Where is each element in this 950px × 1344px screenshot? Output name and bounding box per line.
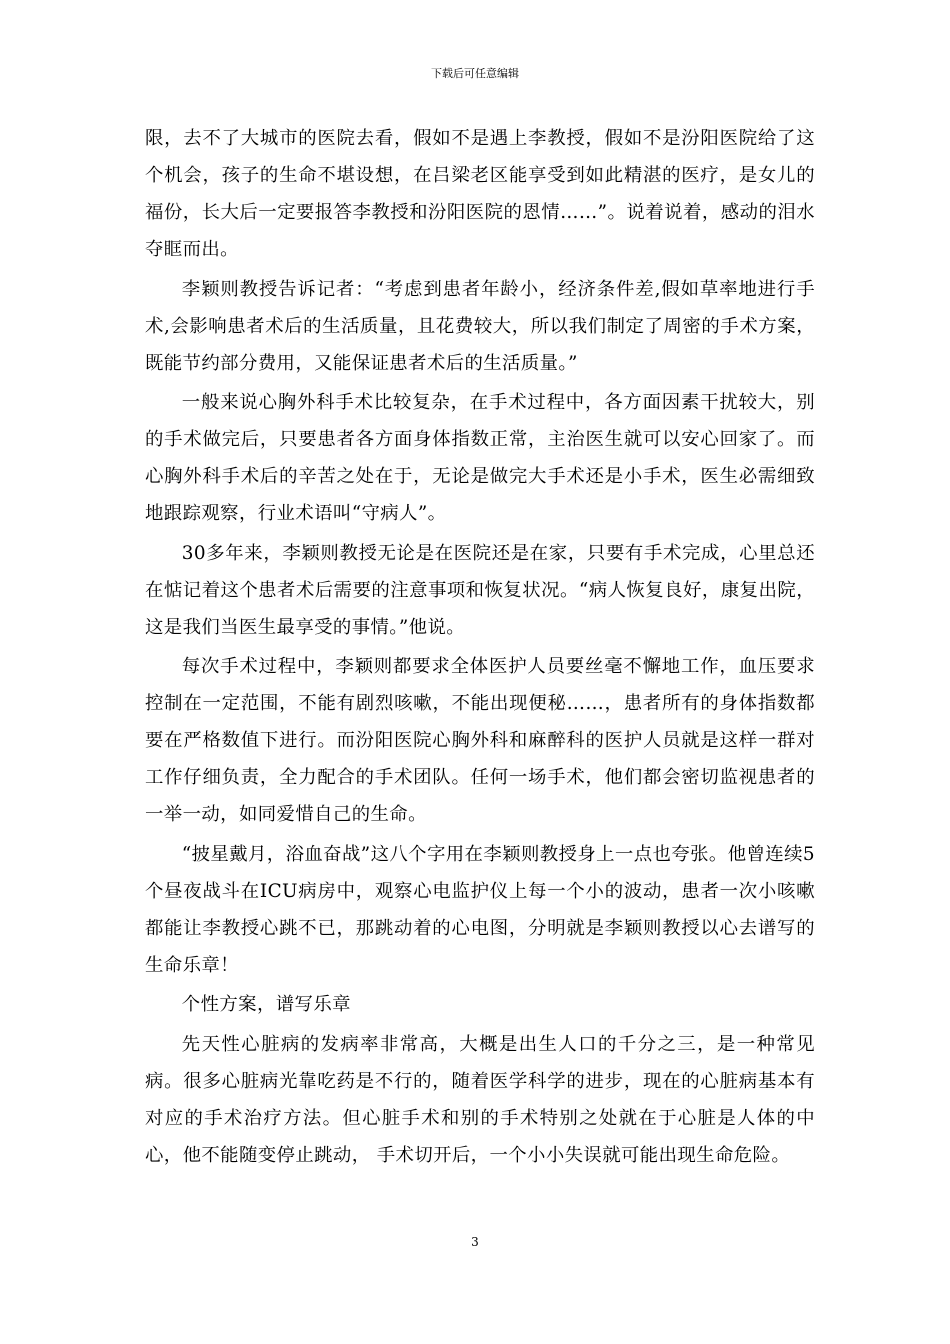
paragraph-dedication: “披星戴月，浴血奋战”这八个字用在李颖则教授身上一点也夸张。他曾连续5个昼夜战斗在ICU病房中，观察心电监护仪上每一个小的波动，患者一次小咳嗽都能让李教授心跳不已，那跳动着的心电图，分明就是李颖则教授以心去谱写的生命乐章！ bbox=[145, 843, 815, 976]
page-number: 3 bbox=[471, 1235, 479, 1249]
section-heading: 个性方案，谱写乐章 bbox=[181, 994, 351, 1015]
paragraph-surgery-complexity: 一般来说心胸外科手术比较复杂，在手术过程中，各方面因素干扰较大，别的手术做完后，只要患者各方面身体指数正常，主治医生就可以安心回家了。而心胸外科手术后的辛苦之处在于，无论是做完大手术还是小手术，医生必需细致地跟踪观察，行业术语叫“守病人”。 bbox=[145, 392, 815, 524]
page-header: 下载后可任意编辑 bbox=[431, 67, 519, 80]
paragraph-surgery-process: 每次手术过程中，李颖则都要求全体医护人员要丝毫不懈地工作，血压要求控制在一定范围，不能有剧烈咳嗽，不能出现便秘……，患者所有的身体指数都要在严格数值下进行。而汾阳医院心胸外科和麻醉科的医护人员就是这样一群对工作仔细负责，全力配合的手术团队。任何一场手术，他们都会密切监视患者的一举一动，如同爱惜自己的生命。 bbox=[145, 656, 815, 825]
paragraph-thirty-years: 30多年来，李颖则教授无论是在医院还是在家，只要有手术完成，心里总还在惦记着这个患者术后需要的注意事项和恢复状况。“病人恢复良好，康复出院，这是我们当医生最享受的事情。”他说。 bbox=[145, 542, 815, 638]
document-body bbox=[145, 120, 815, 1176]
paragraph-professor-quote: 李颖则教授告诉记者：“考虑到患者年龄小，经济条件差,假如草率地进行手术,会影响患者术后的生活质量，且花费较大，所以我们制定了周密的手术方案，既能节约部分费用，又能保证患者术后的生活质量。” bbox=[145, 278, 815, 374]
paragraph-congenital-heart: 先天性心脏病的发病率非常高，大概是出生人口的千分之三，是一种常见病。很多心脏病光靠吃药是不行的，随着医学科学的进步，现在的心脏病基本有对应的手术治疗方法。但心脏手术和别的手术特别之处就在于心脏是人体的中心，他不能随变停止跳动， 手术切开后，一个小小失误就可能出现生命危险。 bbox=[145, 1033, 815, 1166]
paragraph-continuation: 限，去不了大城市的医院去看，假如不是遇上李教授，假如不是汾阳医院给了这个机会，孩子的生命不堪设想，在吕梁老区能享受到如此精湛的医疗，是女儿的福份，长大后一定要报答李教授和汾阳医院的恩情……”。说着说着，感动的泪水夺眶而出。 bbox=[145, 128, 815, 260]
